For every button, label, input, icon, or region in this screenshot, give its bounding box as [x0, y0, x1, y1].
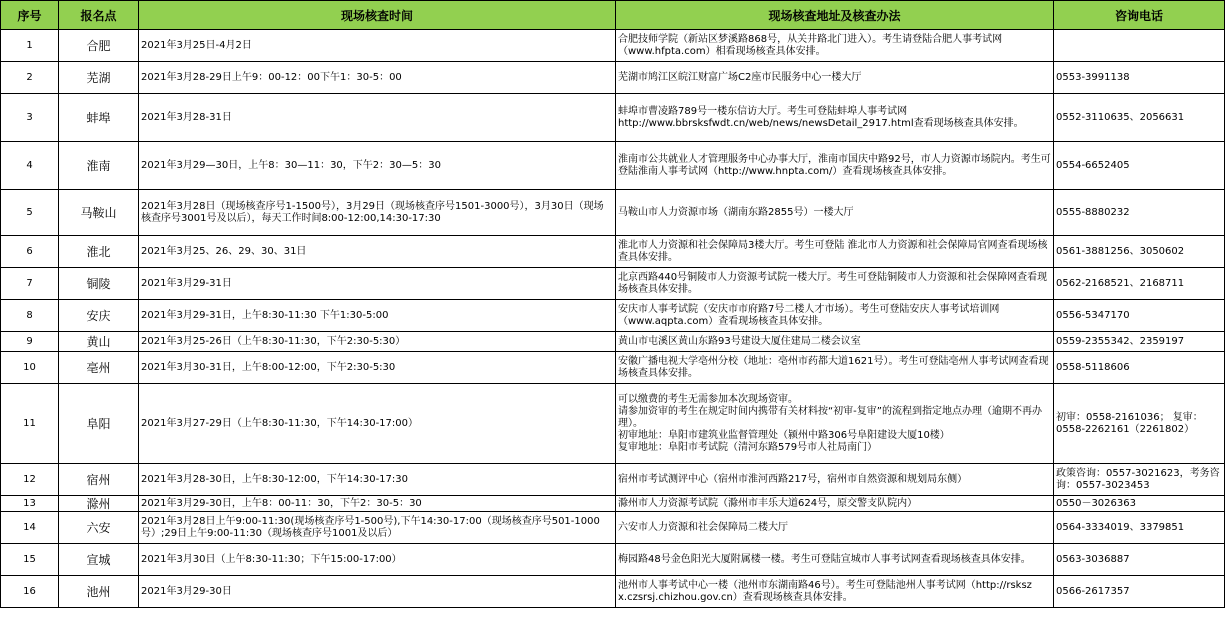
row-location: 六安 [59, 512, 139, 544]
row-phone: 0550－3026363 [1054, 496, 1225, 512]
row-time: 2021年3月29-31日，上午8:30-11:30 下午1:30-5:00 [139, 300, 616, 332]
address-line: 请参加资审的考生在规定时间内携带有关材料按“初审-复审”的流程到指定地点办理（逾期不再办理）。 [618, 405, 1042, 429]
row-phone: 0552-3110635、2056631 [1054, 94, 1225, 142]
row-time: 2021年3月28-30日，上午8:30-12:00，下午14:30-17:30 [139, 464, 616, 496]
table-row [1, 300, 1225, 332]
row-address: 蚌埠市曹凌路789号一楼东信访大厅。考生可登陆蚌埠人事考试网http://www.bbrsksfwdt.cn/web/news/newsDetail_2917.html查看现场核查具体安排。 [616, 94, 1054, 142]
row-address: 马鞍山市人力资源市场（湖南东路2855号）一楼大厅 [616, 190, 1054, 236]
row-index: 6 [1, 236, 59, 268]
row-location: 阜阳 [59, 384, 139, 464]
row-time: 2021年3月25日-4月2日 [139, 30, 616, 62]
row-phone: 0554-6652405 [1054, 142, 1225, 190]
row-index: 16 [1, 576, 59, 608]
table-row [1, 384, 1225, 464]
table-row [1, 142, 1225, 190]
row-phone: 0564-3334019、3379851 [1054, 512, 1225, 544]
address-line: 可以缴费的考生无需参加本次现场资审。 [618, 393, 798, 405]
table-row [1, 94, 1225, 142]
row-address: 宿州市考试测评中心（宿州市淮河西路217号，宿州市自然资源和规划局东侧） [616, 464, 1054, 496]
table-row [1, 190, 1225, 236]
table-row [1, 268, 1225, 300]
row-time: 2021年3月29-30日，上午8：00-11：30，下午2：30-5：30 [139, 496, 616, 512]
row-time: 2021年3月30-31日，上午8:00-12:00，下午2:30-5:30 [139, 352, 616, 384]
row-location: 淮北 [59, 236, 139, 268]
row-index: 12 [1, 464, 59, 496]
table-row [1, 512, 1225, 544]
row-address: 北京西路440号铜陵市人力资源考试院一楼大厅。考生可登陆铜陵市人力资源和社会保障网查看现场核查具体安排。 [616, 268, 1054, 300]
row-time: 2021年3月25-26日（上午8:30-11:30，下午2:30-5:30） [139, 332, 616, 352]
row-phone: 0553-3991138 [1054, 62, 1225, 94]
table-row [1, 30, 1225, 62]
row-phone: 0563-3036887 [1054, 544, 1225, 576]
row-phone: 0556-5347170 [1054, 300, 1225, 332]
row-index: 1 [1, 30, 59, 62]
row-address: 淮北市人力资源和社会保障局3楼大厅。考生可登陆 淮北市人力资源和社会保障局官网查看现场核查具体安排。 [616, 236, 1054, 268]
row-index: 7 [1, 268, 59, 300]
row-time: 2021年3月28日上午9:00-11:30(现场核查序号1-500号),下午14:30-17:00（现场核查序号501-1000号）;29日上午9:00-11:30（现场核查序号1001及以后） [139, 512, 616, 544]
row-location: 滁州 [59, 496, 139, 512]
row-address: 安庆市人事考试院（安庆市市府路7号二楼人才市场）。考生可登陆安庆人事考试培训网（www.aqpta.com）查看现场核查具体安排。 [616, 300, 1054, 332]
row-location: 蚌埠 [59, 94, 139, 142]
header-time: 现场核查时间 [139, 1, 616, 30]
row-address: 梅园路48号金色阳光大厦附属楼一楼。考生可登陆宣城市人事考试网查看现场核查具体安排。 [616, 544, 1054, 576]
row-address: 芜湖市鸠江区皖江财富广场C2座市民服务中心一楼大厅 [616, 62, 1054, 94]
row-time: 2021年3月28-29日上午9：00-12：00下午1：30-5：00 [139, 62, 616, 94]
row-time: 2021年3月28-31日 [139, 94, 616, 142]
row-location: 亳州 [59, 352, 139, 384]
row-phone: 初审：0558-2161036； 复审：0558-2262161（2261802） [1054, 384, 1225, 464]
table-body [1, 30, 1225, 608]
header-index: 序号 [1, 1, 59, 30]
row-index: 11 [1, 384, 59, 464]
row-address: 池州市人事考试中心一楼（池州市东湖南路46号）。考生可登陆池州人事考试网（http://rsksz x.czsrsj.chizhou.gov.cn）查看现场核查具体安排。 [616, 576, 1054, 608]
row-time: 2021年3月25、26、29、30、31日 [139, 236, 616, 268]
row-location: 宿州 [59, 464, 139, 496]
row-phone: 0558-5118606 [1054, 352, 1225, 384]
row-address: 安徽广播电视大学亳州分校（地址：亳州市药都大道1621号）。考生可登陆亳州人事考试网查看现场核查具体安排。 [616, 352, 1054, 384]
row-index: 8 [1, 300, 59, 332]
table-row [1, 332, 1225, 352]
row-location: 芜湖 [59, 62, 139, 94]
row-phone: 政策咨询：0557-3021623，考务咨询：0557-3023453 [1054, 464, 1225, 496]
table-row [1, 352, 1225, 384]
row-index: 3 [1, 94, 59, 142]
row-phone [1054, 30, 1225, 62]
row-location: 合肥 [59, 30, 139, 62]
row-phone: 0561-3881256、3050602 [1054, 236, 1225, 268]
row-address: 滁州市人力资源考试院（滁州市丰乐大道624号，原交警支队院内） [616, 496, 1054, 512]
table-row [1, 62, 1225, 94]
row-index: 5 [1, 190, 59, 236]
address-line: 复审地址：阜阳市考试院（清河东路579号市人社局南门） [618, 441, 878, 453]
row-time: 2021年3月29—30日，上午8：30—11：30，下午2：30—5：30 [139, 142, 616, 190]
row-time: 2021年3月27-29日（上午8:30-11:30，下午14:30-17:00） [139, 384, 616, 464]
address-line: 初审地址：阜阳市建筑业监督管理处（颍州中路306号阜阳建设大厦10楼） [618, 429, 950, 441]
row-location: 淮南 [59, 142, 139, 190]
row-location: 马鞍山 [59, 190, 139, 236]
row-index: 2 [1, 62, 59, 94]
row-location: 安庆 [59, 300, 139, 332]
row-address: 六安市人力资源和社会保障局二楼大厅 [616, 512, 1054, 544]
header-row [1, 1, 1225, 30]
table-row [1, 576, 1225, 608]
row-address: 淮南市公共就业人才管理服务中心办事大厅，淮南市国庆中路92号，市人力资源市场院内。考生可登陆淮南人事考试网（http://www.hnpta.com/）查看现场核查具体安排。 [616, 142, 1054, 190]
row-index: 4 [1, 142, 59, 190]
row-phone: 0562-2168521、2168711 [1054, 268, 1225, 300]
row-index: 10 [1, 352, 59, 384]
row-index: 14 [1, 512, 59, 544]
table-row [1, 464, 1225, 496]
row-phone: 0559-2355342、2359197 [1054, 332, 1225, 352]
row-time: 2021年3月29-30日 [139, 576, 616, 608]
row-address [616, 384, 1054, 464]
row-time: 2021年3月30日（上午8:30-11:30；下午15:00-17:00） [139, 544, 616, 576]
header-location: 报名点 [59, 1, 139, 30]
row-phone: 0555-8880232 [1054, 190, 1225, 236]
row-index: 13 [1, 496, 59, 512]
table-row [1, 544, 1225, 576]
row-index: 15 [1, 544, 59, 576]
table-row [1, 236, 1225, 268]
row-time: 2021年3月29-31日 [139, 268, 616, 300]
row-phone: 0566-2617357 [1054, 576, 1225, 608]
row-index: 9 [1, 332, 59, 352]
row-location: 黄山 [59, 332, 139, 352]
row-location: 池州 [59, 576, 139, 608]
header-phone: 咨询电话 [1054, 1, 1225, 30]
row-address: 合肥技师学院（新站区梦溪路868号，从关井路北门进入）。考生请登陆合肥人事考试网（www.hfpta.com）相看现场核查具体安排。 [616, 30, 1054, 62]
row-address: 黄山市屯溪区黄山东路93号建设大厦住建局二楼会议室 [616, 332, 1054, 352]
table-row [1, 496, 1225, 512]
row-location: 铜陵 [59, 268, 139, 300]
row-location: 宣城 [59, 544, 139, 576]
header-address: 现场核查地址及核查办法 [616, 1, 1054, 30]
row-time: 2021年3月28日（现场核查序号1-1500号），3月29日（现场核查序号1501-3000号），3月30日（现场核查序号3001号及以后），每天工作时间8:00-12:00,14:30-17:30 [139, 190, 616, 236]
